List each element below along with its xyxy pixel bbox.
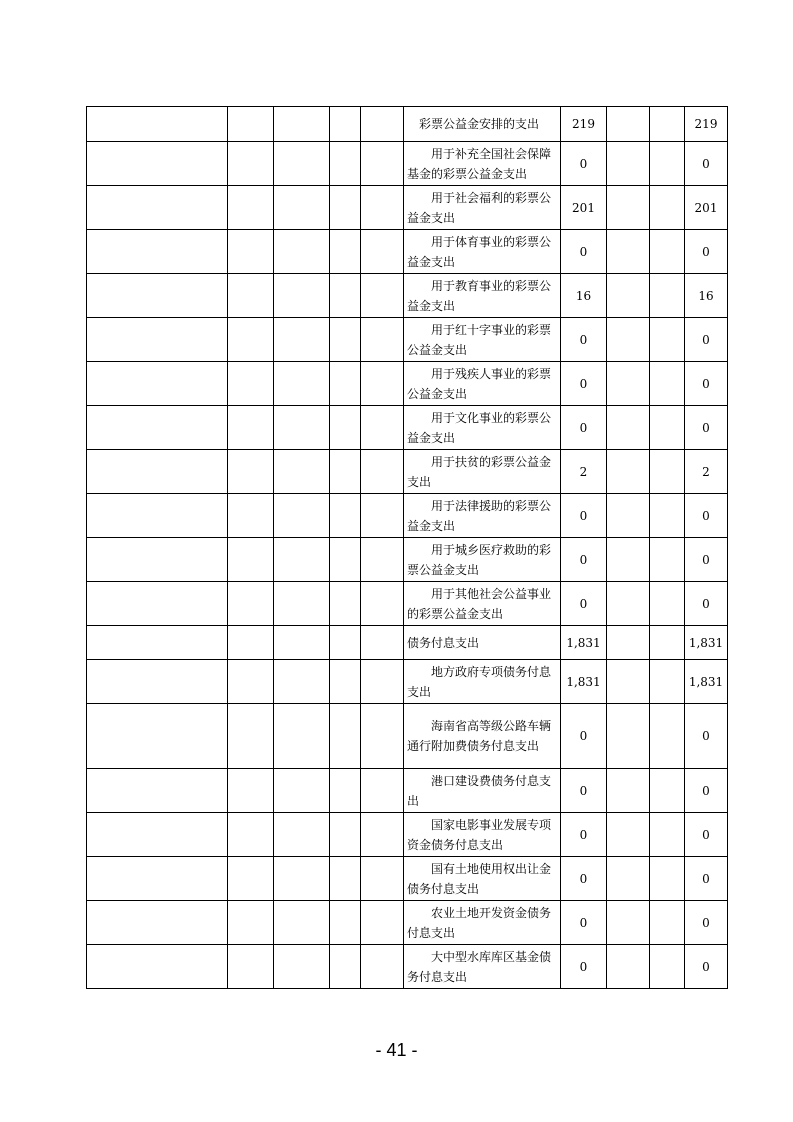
empty-cell xyxy=(228,274,274,318)
budget-amount: 219 xyxy=(561,107,607,142)
empty-cell xyxy=(361,230,404,274)
empty-cell xyxy=(361,704,404,769)
empty-cell xyxy=(274,274,330,318)
empty-cell xyxy=(361,142,404,186)
empty-cell xyxy=(361,450,404,494)
item-name: 用于社会福利的彩票公益金支出 xyxy=(407,190,552,225)
empty-cell xyxy=(87,494,228,538)
empty-cell xyxy=(228,704,274,769)
empty-cell xyxy=(274,813,330,857)
empty-cell xyxy=(330,901,361,945)
empty-cell xyxy=(87,769,228,813)
empty-cell xyxy=(87,857,228,901)
empty-cell xyxy=(607,945,650,989)
table-row xyxy=(87,704,728,769)
empty-cell xyxy=(228,660,274,704)
budget-amount: 0 xyxy=(561,582,607,626)
total-amount: 0 xyxy=(685,769,728,813)
total-amount: 0 xyxy=(685,704,728,769)
empty-cell xyxy=(650,660,685,704)
item-name: 农业土地开发资金债务付息支出 xyxy=(407,905,552,940)
empty-cell xyxy=(650,945,685,989)
total-amount: 0 xyxy=(685,494,728,538)
item-name: 用于残疾人事业的彩票公益金支出 xyxy=(407,366,552,401)
empty-cell xyxy=(361,186,404,230)
item-name: 用于教育事业的彩票公益金支出 xyxy=(407,278,552,313)
budget-amount: 0 xyxy=(561,901,607,945)
empty-cell xyxy=(361,660,404,704)
empty-cell xyxy=(650,813,685,857)
empty-cell xyxy=(607,901,650,945)
item-name-cell xyxy=(404,318,561,362)
empty-cell xyxy=(228,494,274,538)
total-amount: 201 xyxy=(685,186,728,230)
empty-cell xyxy=(87,318,228,362)
item-name-cell xyxy=(404,538,561,582)
empty-cell xyxy=(87,142,228,186)
empty-cell xyxy=(228,945,274,989)
empty-cell xyxy=(607,186,650,230)
empty-cell xyxy=(228,901,274,945)
budget-amount: 2 xyxy=(561,450,607,494)
total-amount: 0 xyxy=(685,362,728,406)
empty-cell xyxy=(361,107,404,142)
empty-cell xyxy=(228,142,274,186)
empty-cell xyxy=(228,406,274,450)
empty-cell xyxy=(607,107,650,142)
empty-cell xyxy=(330,186,361,230)
empty-cell xyxy=(228,450,274,494)
empty-cell xyxy=(87,186,228,230)
table-row xyxy=(87,582,728,626)
empty-cell xyxy=(228,107,274,142)
empty-cell xyxy=(650,901,685,945)
empty-cell xyxy=(87,538,228,582)
empty-cell xyxy=(330,582,361,626)
item-name: 用于文化事业的彩票公益金支出 xyxy=(407,410,552,445)
item-name-cell xyxy=(404,274,561,318)
empty-cell xyxy=(274,494,330,538)
total-amount: 0 xyxy=(685,582,728,626)
empty-cell xyxy=(361,857,404,901)
item-name-cell xyxy=(404,945,561,989)
item-name-cell xyxy=(404,660,561,704)
empty-cell xyxy=(274,142,330,186)
item-name-cell xyxy=(404,186,561,230)
empty-cell xyxy=(274,901,330,945)
empty-cell xyxy=(361,769,404,813)
table-row xyxy=(87,362,728,406)
budget-amount: 0 xyxy=(561,857,607,901)
empty-cell xyxy=(228,626,274,660)
item-name-cell xyxy=(404,230,561,274)
empty-cell xyxy=(361,901,404,945)
empty-cell xyxy=(650,769,685,813)
empty-cell xyxy=(228,582,274,626)
empty-cell xyxy=(330,274,361,318)
empty-cell xyxy=(228,318,274,362)
empty-cell xyxy=(87,813,228,857)
empty-cell xyxy=(87,450,228,494)
empty-cell xyxy=(607,704,650,769)
table-row xyxy=(87,945,728,989)
item-name: 用于红十字事业的彩票公益金支出 xyxy=(407,322,552,357)
empty-cell xyxy=(274,626,330,660)
empty-cell xyxy=(330,538,361,582)
empty-cell xyxy=(650,274,685,318)
budget-table xyxy=(86,106,728,989)
empty-cell xyxy=(361,406,404,450)
empty-cell xyxy=(607,450,650,494)
empty-cell xyxy=(650,186,685,230)
empty-cell xyxy=(87,107,228,142)
empty-cell xyxy=(274,538,330,582)
empty-cell xyxy=(361,494,404,538)
item-name-cell xyxy=(404,626,561,660)
table-row xyxy=(87,857,728,901)
empty-cell xyxy=(274,582,330,626)
empty-cell xyxy=(87,230,228,274)
budget-amount: 0 xyxy=(561,945,607,989)
table-row xyxy=(87,538,728,582)
empty-cell xyxy=(330,362,361,406)
empty-cell xyxy=(228,813,274,857)
empty-cell xyxy=(87,274,228,318)
budget-amount: 0 xyxy=(561,362,607,406)
empty-cell xyxy=(650,406,685,450)
empty-cell xyxy=(650,582,685,626)
empty-cell xyxy=(607,406,650,450)
budget-amount: 0 xyxy=(561,538,607,582)
item-name: 用于其他社会公益事业的彩票公益金支出 xyxy=(407,586,552,621)
empty-cell xyxy=(607,318,650,362)
budget-amount: 0 xyxy=(561,704,607,769)
item-name-cell xyxy=(404,450,561,494)
empty-cell xyxy=(228,230,274,274)
empty-cell xyxy=(274,660,330,704)
empty-cell xyxy=(650,857,685,901)
item-name: 债务付息支出 xyxy=(407,635,480,650)
item-name: 用于体育事业的彩票公益金支出 xyxy=(407,234,552,269)
budget-amount: 0 xyxy=(561,769,607,813)
empty-cell xyxy=(650,142,685,186)
empty-cell xyxy=(650,494,685,538)
empty-cell xyxy=(87,406,228,450)
item-name-cell xyxy=(404,142,561,186)
empty-cell xyxy=(87,582,228,626)
total-amount: 1,831 xyxy=(685,626,728,660)
empty-cell xyxy=(607,769,650,813)
empty-cell xyxy=(361,274,404,318)
empty-cell xyxy=(87,626,228,660)
budget-amount: 0 xyxy=(561,494,607,538)
empty-cell xyxy=(274,107,330,142)
item-name-cell xyxy=(404,857,561,901)
empty-cell xyxy=(330,107,361,142)
table-row xyxy=(87,230,728,274)
item-name: 用于补充全国社会保障基金的彩票公益金支出 xyxy=(407,146,552,181)
table-row xyxy=(87,660,728,704)
empty-cell xyxy=(607,660,650,704)
empty-cell xyxy=(228,857,274,901)
empty-cell xyxy=(87,362,228,406)
budget-amount: 0 xyxy=(561,813,607,857)
empty-cell xyxy=(87,660,228,704)
empty-cell xyxy=(330,769,361,813)
empty-cell xyxy=(330,857,361,901)
item-name-cell xyxy=(404,769,561,813)
item-name-cell xyxy=(404,813,561,857)
table-row xyxy=(87,813,728,857)
empty-cell xyxy=(330,660,361,704)
budget-amount: 0 xyxy=(561,406,607,450)
empty-cell xyxy=(274,230,330,274)
total-amount: 0 xyxy=(685,813,728,857)
table-row xyxy=(87,107,728,142)
empty-cell xyxy=(607,813,650,857)
total-amount: 0 xyxy=(685,857,728,901)
empty-cell xyxy=(361,538,404,582)
total-amount: 0 xyxy=(685,230,728,274)
empty-cell xyxy=(274,769,330,813)
item-name-cell xyxy=(404,582,561,626)
empty-cell xyxy=(361,945,404,989)
empty-cell xyxy=(87,704,228,769)
empty-cell xyxy=(650,450,685,494)
table-row xyxy=(87,274,728,318)
total-amount: 0 xyxy=(685,142,728,186)
empty-cell xyxy=(87,945,228,989)
empty-cell xyxy=(607,274,650,318)
total-amount: 16 xyxy=(685,274,728,318)
empty-cell xyxy=(228,362,274,406)
table-row xyxy=(87,494,728,538)
empty-cell xyxy=(330,494,361,538)
total-amount: 0 xyxy=(685,901,728,945)
empty-cell xyxy=(330,813,361,857)
item-name-cell xyxy=(404,704,561,769)
empty-cell xyxy=(274,450,330,494)
table-row xyxy=(87,626,728,660)
empty-cell xyxy=(228,769,274,813)
empty-cell xyxy=(274,318,330,362)
empty-cell xyxy=(330,230,361,274)
budget-amount: 0 xyxy=(561,142,607,186)
item-name: 港口建设费债务付息支出 xyxy=(407,773,552,808)
empty-cell xyxy=(607,538,650,582)
item-name-cell xyxy=(404,494,561,538)
empty-cell xyxy=(330,704,361,769)
empty-cell xyxy=(361,318,404,362)
item-name: 地方政府专项债务付息支出 xyxy=(407,664,552,699)
item-name: 彩票公益金安排的支出 xyxy=(419,117,540,131)
empty-cell xyxy=(228,538,274,582)
total-amount: 0 xyxy=(685,945,728,989)
item-name: 国有土地使用权出让金债务付息支出 xyxy=(407,861,552,896)
budget-amount: 1,831 xyxy=(561,660,607,704)
empty-cell xyxy=(361,582,404,626)
empty-cell xyxy=(607,142,650,186)
empty-cell xyxy=(361,813,404,857)
budget-amount: 0 xyxy=(561,230,607,274)
empty-cell xyxy=(607,857,650,901)
item-name-cell xyxy=(404,107,561,142)
empty-cell xyxy=(607,494,650,538)
empty-cell xyxy=(330,406,361,450)
empty-cell xyxy=(274,945,330,989)
empty-cell xyxy=(361,362,404,406)
item-name-cell xyxy=(404,362,561,406)
table-row xyxy=(87,769,728,813)
total-amount: 2 xyxy=(685,450,728,494)
empty-cell xyxy=(650,362,685,406)
empty-cell xyxy=(274,704,330,769)
total-amount: 1,831 xyxy=(685,660,728,704)
empty-cell xyxy=(650,538,685,582)
item-name: 用于城乡医疗救助的彩票公益金支出 xyxy=(407,542,552,577)
empty-cell xyxy=(274,362,330,406)
total-amount: 0 xyxy=(685,406,728,450)
empty-cell xyxy=(650,107,685,142)
table-row xyxy=(87,901,728,945)
budget-amount: 1,831 xyxy=(561,626,607,660)
empty-cell xyxy=(650,230,685,274)
table-row xyxy=(87,142,728,186)
empty-cell xyxy=(274,406,330,450)
empty-cell xyxy=(607,582,650,626)
table-row xyxy=(87,318,728,362)
empty-cell xyxy=(330,626,361,660)
empty-cell xyxy=(650,318,685,362)
item-name-cell xyxy=(404,406,561,450)
table-row xyxy=(87,406,728,450)
item-name: 用于法律援助的彩票公益金支出 xyxy=(407,498,552,533)
empty-cell xyxy=(361,626,404,660)
total-amount: 0 xyxy=(685,538,728,582)
budget-amount: 16 xyxy=(561,274,607,318)
item-name: 国家电影事业发展专项资金债务付息支出 xyxy=(407,817,552,852)
empty-cell xyxy=(607,626,650,660)
empty-cell xyxy=(607,362,650,406)
table-row xyxy=(87,186,728,230)
budget-amount: 201 xyxy=(561,186,607,230)
empty-cell xyxy=(274,857,330,901)
empty-cell xyxy=(330,945,361,989)
empty-cell xyxy=(607,230,650,274)
empty-cell xyxy=(87,901,228,945)
item-name: 大中型水库库区基金债务付息支出 xyxy=(407,949,552,984)
page-number: - 41 - xyxy=(375,1040,418,1060)
item-name-cell xyxy=(404,901,561,945)
empty-cell xyxy=(330,450,361,494)
empty-cell xyxy=(330,142,361,186)
total-amount: 219 xyxy=(685,107,728,142)
table-row xyxy=(87,450,728,494)
item-name: 用于扶贫的彩票公益金支出 xyxy=(407,454,552,489)
empty-cell xyxy=(650,626,685,660)
empty-cell xyxy=(228,186,274,230)
item-name: 海南省高等级公路车辆通行附加费债务付息支出 xyxy=(407,719,552,753)
empty-cell xyxy=(274,186,330,230)
budget-amount: 0 xyxy=(561,318,607,362)
empty-cell xyxy=(650,704,685,769)
empty-cell xyxy=(330,318,361,362)
total-amount: 0 xyxy=(685,318,728,362)
